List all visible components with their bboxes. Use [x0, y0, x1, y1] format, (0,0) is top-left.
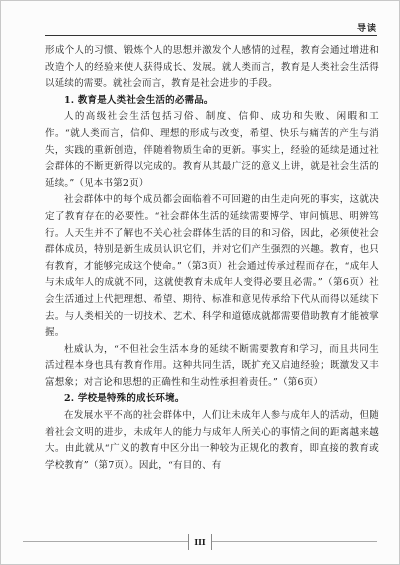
paragraph: 形成个人的习惯、锻炼个人的思想并激发个人感情的过程，教育会通过增进和改造个人的经验来使人获得成长、发展。就人类而言，教育是人类社会生活得以延续的需要。就社会而言，教育是社会进步的手段。	[45, 45, 379, 90]
paragraph: 在发展水平不高的社会群体中，人们让未成年人参与成年人的活动，但随着社会文明的进步，未成年人的能力与成年人所关心的事情之间的距离越来越大。由此就从“广义的教育中区分出一种较为正规化的教育，即直接的教育或学校教育”（第7页）。因此，“有目的、有	[45, 410, 379, 471]
section-heading: 2. 学校是特殊的成长环境。	[64, 393, 185, 405]
body-text	[45, 43, 379, 474]
section-heading: 1. 教育是人类社会生活的必需品。	[64, 94, 214, 106]
running-header: 导读	[356, 24, 377, 34]
page-number: III	[188, 534, 212, 550]
paragraph: 社会群体中的每个成员都会面临着不可回避的由生走向死的事实，这就决定了教育存在的必要性。“社会群体生活的延续需要博学、审问慎思、明辨笃行。人天生并不了解也不关心社会群体生活的目的和习俗，因此，必须使社会群体成员，特别是新生成员认识它们，并对它们产生强烈的兴趣。教育，也只有教育，才能够完成这个使命。”（第3页）社会通过传承过程而存在，“成年人与未成年人的成就不同，这就使教育未成年人变得必要且必需。”（第6页）社会生活通过上代把理想、希望、期待、标准和意见传承给下代从而得以延续下去。与人类相关的一切技术、艺术、科学和道德成就都需要借助教育才能被掌握。	[45, 194, 379, 339]
paragraph: 杜威认为，“不但社会生活本身的延续不断需要教育和学习，而且共同生活过程本身也具有教育作用。这种共同生活，既扩充又启迪经验；既激发又丰富想象；对言论和思想的正确性和生动性承担着责任。”（第6页）	[45, 343, 379, 388]
paragraph: 人的高级社会生活包括习俗、制度、信仰、成功和失败、闲暇和工作。“就人类而言，信仰、理想的形成与改变，希望、快乐与痛苦的产生与消失，实践的重新创造，伴随着物质生命的更新。事实上，经验的延续是通过社会群体的不断更新得以完成的。教育从其最广泛的意义上讲，就是社会生活的延续。”（见本书第2页）	[45, 111, 379, 189]
header-rule	[45, 35, 377, 36]
